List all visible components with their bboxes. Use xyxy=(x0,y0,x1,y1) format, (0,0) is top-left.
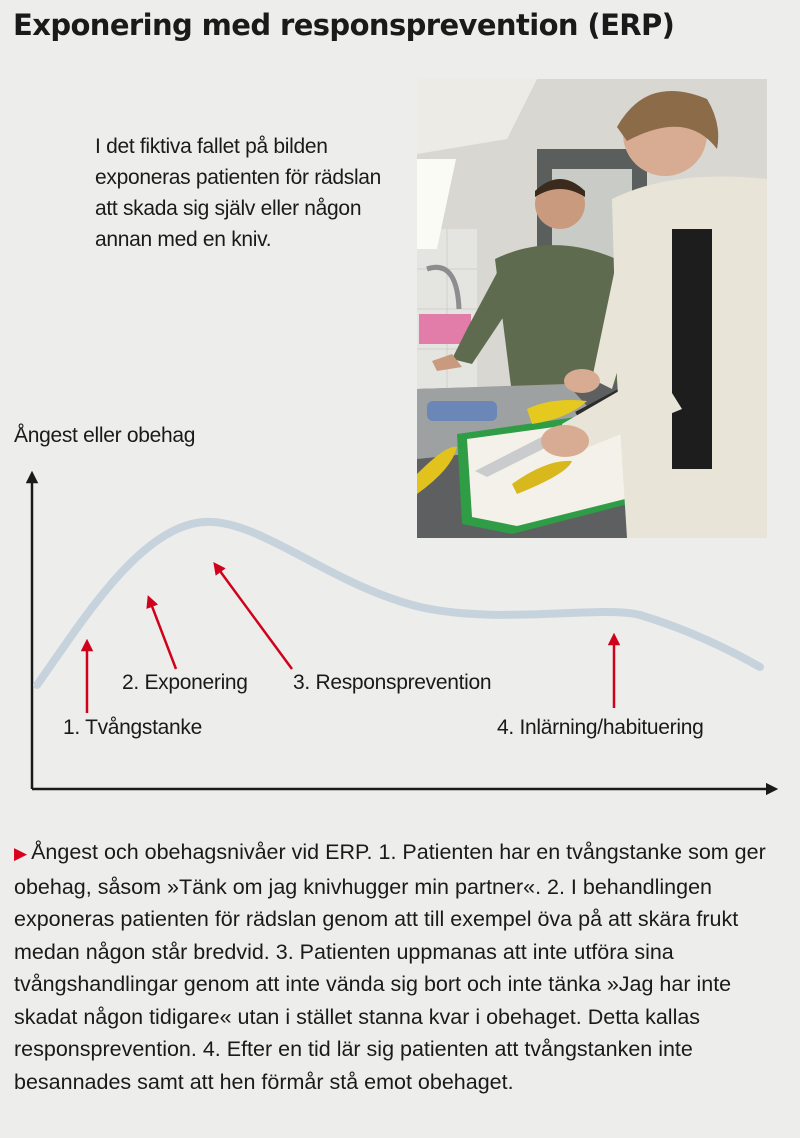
anxiety-curve xyxy=(37,522,760,685)
triangle-right-icon: ▶ xyxy=(14,844,28,863)
figure-caption xyxy=(14,836,789,1098)
y-axis-label: Ångest eller obehag xyxy=(14,424,196,447)
stage-label-2: 2. Exponering xyxy=(122,671,248,694)
arrow-exponering xyxy=(150,601,176,669)
diagram-svg xyxy=(0,455,800,805)
stage-label-3: 3. Responsprevention xyxy=(293,671,492,694)
caption-text: Ångest och obehagsnivåer vid ERP. 1. Patienten har en tvångstanke som ger obehag, såsom »Tänk om jag knivhugger min partner«. 2. I behandlingen exponeras patienten för rädslan genom att till exempel öva på att skära frukt medan någon står bredvid. 3. Patienten uppmanas att inte utföra sina tvångshandlingar genom att inte vända sig bort och inte tänka »Jag har inte skadat någon tidigare« utan i stället stanna kvar i obehaget. Detta kallas responsprevention. 4. Efter en tid lär sig patienten att tvångstanken inte besannades samt att hen förmår stå emot obehaget. xyxy=(14,840,766,1094)
intro-text: I det fiktiva fallet på bilden exponeras patienten för rädslan att skada sig själv eller någon annan med en kniv. xyxy=(95,135,382,251)
stage-label-1: 1. Tvångstanke xyxy=(63,716,203,739)
stage-label-4: 4. Inlärning/habituering xyxy=(497,716,704,739)
arrow-responsprevention xyxy=(217,567,292,669)
erp-curve-diagram xyxy=(0,455,800,805)
page-title: Exponering med responsprevention (ERP) xyxy=(13,8,675,42)
